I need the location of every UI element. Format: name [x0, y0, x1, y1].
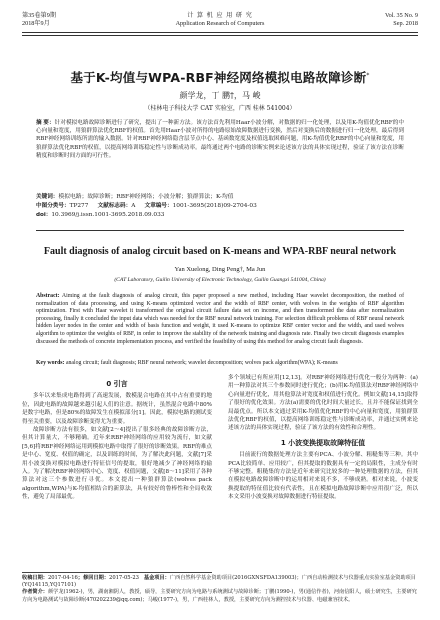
journal-volume-en — [385, 12, 418, 28]
section-heading-intro: 0 引言 — [106, 380, 128, 388]
keywords-en — [36, 360, 404, 368]
body-paragraph: 目前流行的数据处理方法主要有PCA、小波分解、粗糙集等三种。其中PCA比较简单、应用较广，但其提取的数据具有一定的局限性，主成分有时不够完整。粗糙集的方法是近年来研究比较多的一种处理数据的方法，但其在模拟电路故障诊断中的运用相对来说不多，不够成熟。相对来说，小波变换提取的特征值比较有代表性，且在模拟电路故障诊断中应用很广泛，所以本文采用小波变换对故障数据进行特征提取。 — [228, 452, 418, 501]
doi-value: 10.3969/j.issn.1001-3695.2018.09.033 — [51, 212, 165, 218]
doc-code-label: 文献标志码： — [97, 203, 132, 209]
issue-date: 2018年9月 — [22, 20, 50, 27]
footnote — [22, 575, 418, 604]
paper-affiliation: （桂林电子科技大学 CAT 实验室，广西 桂林 541004） — [144, 105, 296, 112]
abstract-en-text: Aiming at the fault diagnosis of analog circuit, this paper proposed a new method, including Haar wavelet decomposition, the method of normalization of data processing, and using K-means optimized vector and the width of RBF center, with wolves in the weights of RBF algorithm optimization. First with Haar wavelet it transformed the original circuit failure data set on income, and then transformed the data after normalization processing, finally it concluded the input data which was needed for the RBF neural network training. For selection difficult problems of RBF neural network hidden layer nodes in the center and width of basis function and weight, it used K-means to optimize RBF center vector and the width, and used wolves algorithm to optimize the weights of RBF, in order to improve the stability of the network training and diagnosis rate. Finally two circuit diagnosis examples discussed the methods of concrete implementation process, and verified the feasibility of using this method for analog circuit fault diagnosis. — [36, 293, 404, 345]
volume-issue-en: Vol. 35 No. 9 — [384, 12, 418, 19]
paper-affiliation-en: (CAT Laboratory, Guilin University of Electronic Technology, Guilin Guangxi 541004, China) — [114, 277, 326, 283]
abstract-cn-text: 针对模拟电路故障诊断进行了研究，提出了一种新方法。该方法首先利用Haar小波分解，对数据的归一化处理，以及用K-均值优化RBF的中心向量和宽度，用狼群算法优化RBF的权值。首先用Haar小波对所得的电路原始故障数据进行变换，然后对变换后的数据进行归一化处理，最后得到RBF神经网络训练所需的输入数据。针对RBF神经网络隐含层节点中心、基函数宽度及权值选取困难问题，用K-均值优化RBF的中心向量和宽度，用狼群算法优化RBF的权值，以提高网络训练稳定性与诊断成功率。最终通过两个电路的诊断实例来论述该方法的具体实现过程，验证了该方法在诊断精度和诊断时间方面的可行性。 — [36, 120, 404, 159]
doi-label: doi： — [36, 212, 52, 218]
volume-issue: 第35卷第9期 — [22, 12, 57, 19]
paper-title — [0, 68, 440, 86]
received-label: 收稿日期： — [22, 575, 48, 581]
paper-title-en: Fault diagnosis of analog circuit based on K-means and WPA-RBF neural network — [43, 246, 397, 257]
section-heading-wavelet: 1 小波变换提取故障特征值 — [280, 438, 366, 447]
keywords-cn-text: 模拟电路；故障诊断；RBF神经网络；小波分解；狼群算法；K-均值 — [58, 194, 234, 200]
body-paragraph: 故障诊断方法有很多，如文献[2～4]提出了很多经典的故障诊断方法，但其计算量大，不够精确。近年来RBF神经网络的应用较为流行，如文献[5,6]将RBF神经网络运用到模拟电路中取得了很好的诊断效果。RBF的难点是中心、宽度、权值的确定，以及训练的时间，为了解决此问题，文献[7]采用小波变换对模拟电路进行特征信号的提取，很好地减少了神经网络的输入。为了解决RBF神经网络中心、宽度、权值问题，文献[8～11]采用了各种算法对这三个参数进行寻优。本文提出一种狼群算法(wolves pack algorithm,WPA)与K-均值相结合的新算法，具有较好的鲁棒性和全局收敛性，避免了局部最优。 — [22, 427, 212, 501]
doc-code-value: A — [131, 203, 136, 209]
paper-title-text: 基于K-均值与WPA-RBF神经网络模拟电路故障诊断 — [70, 70, 367, 85]
paper-authors: 颜学龙，丁 鹏†，马 峻 — [179, 91, 261, 100]
journal-name-en: Application Research of Computers — [175, 20, 265, 27]
body-paragraph: 多年以来集成电路得到了高速发展，数模混合电路在其中占有重要的地位，因此电路的故障越来越引起人们的注意。据统计，虽然混合电路中80%是数字电路，但是80%的故障发生在模拟部分[1]。因此，模拟电路的测试变得至关重要，以及故障诊断变得尤为重要。 — [22, 393, 212, 425]
bio-label: 作者简介： — [22, 589, 48, 596]
received-date: 2017-04-16 — [47, 575, 78, 581]
abstract-cn — [36, 119, 404, 160]
fund-text: 广西自然科学基金资助项目(2016GXNSFDA139003)；广西自动检测技术与仪器重点实验室基金资助项目(YQ14115,YQ17101) — [22, 575, 416, 589]
body-column-right — [228, 374, 418, 502]
abstract-en — [36, 293, 404, 346]
abstract-en-label: Abstract: — [36, 293, 60, 299]
classification-line — [36, 202, 404, 210]
keywords-cn — [36, 193, 404, 201]
revised-date: 2017-05-23 — [109, 575, 139, 581]
clc-value: TP277 — [69, 203, 89, 209]
keywords-cn-label: 关键词： — [36, 194, 59, 200]
title-footnote-mark: * — [366, 71, 370, 79]
abstract-separator — [36, 230, 404, 231]
clc-label: 中图分类号： — [36, 203, 70, 209]
keywords-en-label: Key words: — [36, 360, 65, 366]
fund-label: 基金项目： — [143, 575, 170, 581]
header-rule — [22, 32, 418, 33]
article-number-value: 1001-3695(2018)09-2704-03 — [172, 203, 257, 209]
issue-date-en: Sep. 2018 — [393, 20, 418, 27]
keywords-en-text: analog circuit; fault diagnosis; RBF neural network; wavelet decomposition; wolves pack algorithm(WPA); K-means — [65, 360, 338, 366]
journal-name-cn: 计 算 机 应 用 研 究 — [187, 12, 253, 19]
journal-name — [0, 12, 440, 28]
header-rule-thin — [22, 35, 418, 36]
doi-line — [36, 211, 404, 219]
body-column-left — [22, 374, 212, 502]
paper-authors-en: Yan Xuelong, Ding Peng†, Ma Jun — [174, 266, 266, 273]
body-paragraph: 多个领域已有所应用[12,13]。对RBF神经网络进行优化一般分为两种：(a)用一种算法对其三个参数同时进行优化；(b)用K-均值算法对RBF神经网络中心向量进行优化，用其他算法对宽度和权值进行优化。例如文献[14,15]取得了很好的优化效果。方法(a)需要的优化时间大量过长，且并不能保证找到全局最优点。所以本文通过采用K-均值优化RBF的中心向量和宽度，用狼群算法优化RBF的权值，以提高网络训练稳定性与诊断成功率，并通过实例来论述该方法的具体实现过程，验证了该方法的有效性和合理性。 — [228, 375, 418, 432]
footnote-rule — [22, 572, 212, 573]
article-number-label: 文章编号： — [144, 203, 173, 209]
revised-label: ；修回日期： — [77, 575, 110, 581]
bio-text: 颜学龙(1962-)，男，湖南湘阴人，教授，硕导，主要研究方向为电路与系统测试与故障诊断；丁鹏(1990-)，男(通信作者)，河南信阳人，硕士研究生，主要研究方向为电路测试与故障诊断(470202239@qq.com)；马峻(1977-)，男，广西桂林人，教授，主要研究方向为测控技术与仪器、电磁兼容技术。 — [22, 589, 417, 603]
abstract-cn-label: 摘 要： — [36, 120, 55, 126]
